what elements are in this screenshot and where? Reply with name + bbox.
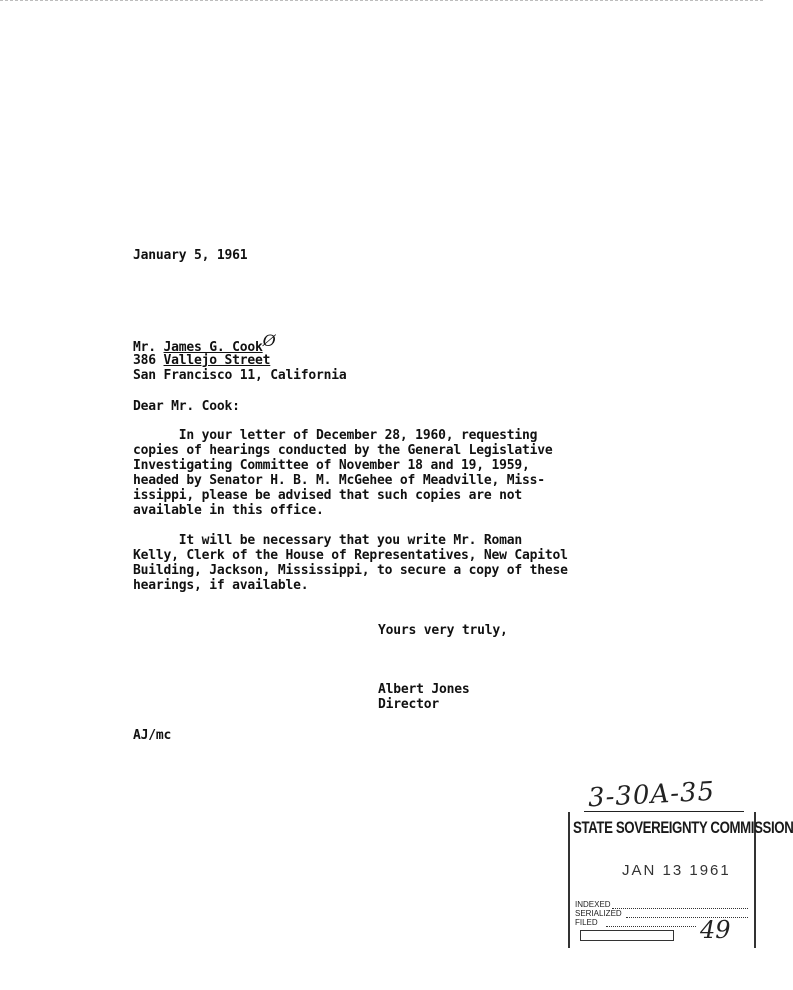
closing: Yours very truly,: [378, 623, 508, 638]
stamp-filed-line: [606, 926, 696, 927]
recipient-street: Vallejo Street: [163, 353, 271, 368]
stamp-indexed-label: INDEXED: [575, 900, 611, 909]
stamp-date: JAN 13 1961: [622, 862, 731, 879]
recipient-prefix: Mr.: [133, 340, 164, 355]
stamp-handwritten-initial: 49: [700, 916, 731, 944]
paragraph-line: issippi, please be advised that such copies are not: [133, 488, 522, 503]
stamp-indexed-line: [612, 908, 748, 909]
paragraph-line: Building, Jackson, Mississippi, to secure a copy of these: [133, 563, 568, 578]
paragraph-line: available in this office.: [133, 503, 324, 518]
recipient-name: James G. Cook: [163, 340, 263, 355]
paragraph-line: headed by Senator H. B. M. McGehee of Meadville, Miss-: [133, 473, 545, 488]
stamp-serialized-label: SERIALIZED: [575, 909, 622, 918]
recipient-street-line: [133, 353, 270, 368]
paragraph-line: Kelly, Clerk of the House of Representatives, New Capitol: [133, 548, 568, 563]
recipient-street-number: 386: [133, 353, 164, 368]
recipient-city: San Francisco 11, California: [133, 368, 347, 383]
signer-title: Director: [378, 697, 440, 712]
letter-date: January 5, 1961: [133, 248, 248, 263]
paragraph-line: It will be necessary that you write Mr. Roman: [133, 533, 522, 548]
signer-name: Albert Jones: [378, 682, 470, 697]
paragraph-line: In your letter of December 28, 1960, requesting: [133, 428, 538, 443]
stamp-filed-box: [580, 930, 674, 941]
stamp-file-number: 3-30A-35: [587, 776, 716, 814]
greeting: Dear Mr. Cook:: [133, 399, 240, 414]
recipient-handwritten-mark: Ø: [262, 331, 276, 350]
paragraph-line: copies of hearings conducted by the General Legislative: [133, 443, 553, 458]
paragraph-line: Investigating Committee of November 18 and 19, 1959,: [133, 458, 530, 473]
stamp-filed-label: FILED: [575, 918, 598, 927]
paragraph-line: hearings, if available.: [133, 578, 309, 593]
page-top-border: [0, 0, 763, 1]
typist-initials: AJ/mc: [133, 728, 172, 743]
stamp-title: STATE SOVEREIGNTY COMMISSION: [573, 818, 793, 837]
